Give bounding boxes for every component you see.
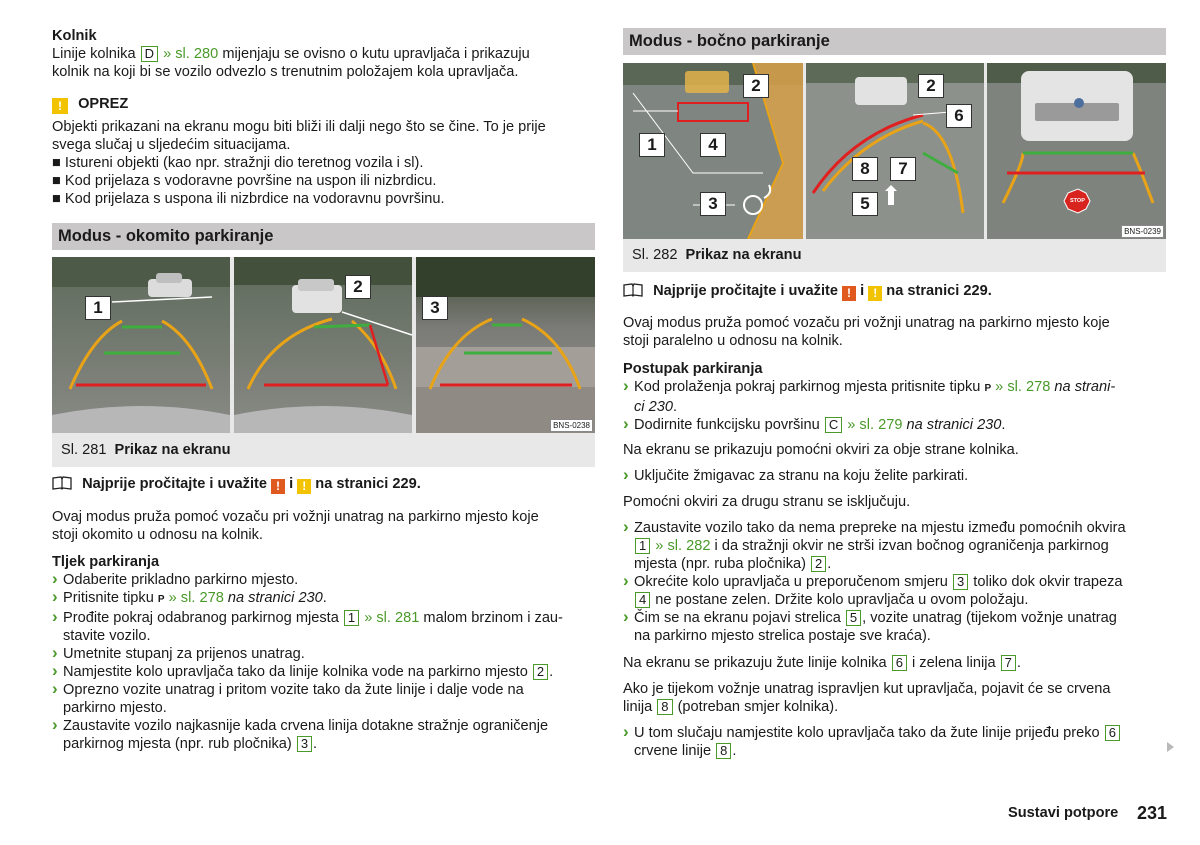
- step-7: › U tom slučaju namjestite kolo upravljača tako da žute linije prijeđu preko 6 crvene linije 8 .: [623, 724, 1174, 760]
- caution-icon: !: [297, 479, 311, 494]
- intro-paragraph: Ovaj modus pruža pomoć vozaču pri vožnji unatrag na parkirno mjesto koje stoji paralelno u odnosu na kolnik.: [623, 315, 1110, 349]
- step-3: › Prođite pokraj odabranog parkirnog mjesta 1 » sl. 281 malom brzinom i zau- stavite vozilo.: [52, 609, 597, 645]
- parking-button-icon: P: [984, 383, 992, 394]
- callout-2b: 2: [918, 74, 944, 98]
- kolnik-heading: Kolnik: [52, 28, 97, 44]
- figure-link[interactable]: » sl. 280: [163, 46, 219, 62]
- step-3: › Uključite žmigavac za stranu na koju želite parkirati.: [623, 467, 968, 485]
- callout-2a: 2: [743, 74, 769, 98]
- warning-text: Objekti prikazani na ekranu mogu biti bliži ili dalji nego što se čine. To je prije svega slučaj u sljedećim situacijama. ■ Istureni objekti (kao npr. stražnji dio teretnog vozila i sl). ■ Kod prijelaza s vodoravne površine na uspon ili nizbrdicu. ■ Kod prijelaza s uspona ili nizbrdice na vodoravnu površinu.: [52, 119, 546, 207]
- step-5: › Okrećite kolo upravljača u preporučenom smjeru 3 toliko dok okvir trapeza 4 ne postane zelen. Držite kolo upravljača u ovom položaju.: [623, 573, 1173, 609]
- callout-2: 2: [345, 275, 371, 299]
- warning-icon: !: [52, 98, 68, 114]
- callout-4: 4: [700, 133, 726, 157]
- step-5: › Namjestite kolo upravljača tako da linije kolnika vode na parkirno mjesto 2 .: [52, 663, 597, 681]
- paragraph-2: Pomoćni okviri za drugu stranu se isključuju.: [623, 494, 911, 510]
- paragraph-1: Na ekranu se prikazuju pomoćni okviri za obje strane kolnika.: [623, 442, 1019, 458]
- ref-box-d: D: [141, 46, 158, 62]
- callout-3: 3: [700, 192, 726, 216]
- step-4: › Zaustavite vozilo tako da nema prepreke na mjestu između pomoćnih okvira 1 » sl. 282 i da stražnji okvir ne strši izvan bočnog ograničenja parkirnog mjesta (npr. ruba pločnika) 2 .: [623, 519, 1173, 573]
- step-2: › Dodirnite funkcijsku površinu C » sl. 279 na stranici 230.: [623, 416, 1173, 434]
- steps-list-a: [623, 378, 1173, 434]
- step-2: › Pritisnite tipku P » sl. 278 na stranici 230.: [52, 589, 597, 609]
- danger-icon: !: [271, 479, 285, 494]
- figure-code: BNS-0238: [550, 419, 593, 432]
- figure-code: BNS-0239: [1121, 225, 1164, 238]
- step-6: › Čim se na ekranu pojavi strelica 5 , vozite unatrag (tijekom vožnje unatrag na parkirno mjesto strelica postaje sve kraća).: [623, 609, 1173, 645]
- callout-1: 1: [85, 296, 111, 320]
- danger-icon: !: [842, 286, 856, 301]
- paragraph-4: Ako je tijekom vožnje unatrag ispravljen kut upravljača, pojavit će se crvena linija 8 (potreban smjer kolnika).: [623, 681, 1111, 715]
- book-icon: [623, 283, 643, 297]
- kolnik-paragraph: Linije kolnika D » sl. 280 mijenjaju se ovisno o kutu upravljača i prikazuju kolnik na koji bi se vozilo odvezlo s trenutnim položajem kola upravljača.: [52, 46, 530, 80]
- caution-icon: !: [868, 286, 882, 301]
- callout-7: 7: [890, 157, 916, 181]
- callout-8: 8: [852, 157, 878, 181]
- steps-list: [52, 571, 597, 753]
- figure-282-caption: Sl. 282 Prikaz na ekranu: [623, 239, 1166, 272]
- steps-list-b: [623, 519, 1173, 645]
- callout-5: 5: [852, 192, 878, 216]
- read-first-note: Najprije pročitajte i uvažite ! i ! na stranici 229.: [623, 282, 992, 301]
- footer-section: Sustavi potpore: [1008, 805, 1119, 821]
- steps-heading: Tljek parkiranja: [52, 554, 160, 570]
- book-icon: [52, 476, 72, 490]
- steps-heading: Postupak parkiranja: [623, 361, 763, 377]
- page-number: 231: [1137, 803, 1168, 823]
- callout-3: 3: [422, 296, 448, 320]
- intro-paragraph: Ovaj modus pruža pomoć vozaču pri vožnji unatrag na parkirno mjesto koje stoji okomito u odnosu na kolnik.: [52, 509, 539, 543]
- section-header-parallel: Modus - bočno parkiranje: [623, 28, 1166, 55]
- step-4: › Umetnite stupanj za prijenos unatrag.: [52, 645, 597, 663]
- warning-heading: ! OPREZ: [52, 95, 128, 114]
- figure-281-caption: Sl. 281 Prikaz na ekranu: [52, 433, 595, 467]
- step-6: › Oprezno vozite unatrag i pritom vozite tako da žute linije i dalje vode na parkirno mjesto.: [52, 681, 597, 717]
- step-1: › Kod prolaženja pokraj parkirnog mjesta pritisnite tipku P » sl. 278 na strani- ci 230.: [623, 378, 1173, 416]
- step-1: › Odaberite prikladno parkirno mjesto.: [52, 571, 597, 589]
- read-first-note: Najprije pročitajte i uvažite ! i ! na stranici 229.: [52, 475, 421, 494]
- stop-sign-label: STOP: [1070, 198, 1085, 204]
- camera-view-images: [52, 257, 595, 433]
- callout-6: 6: [946, 104, 972, 128]
- callout-1: 1: [639, 133, 665, 157]
- section-header-perpendicular: Modus - okomito parkiranje: [52, 223, 595, 250]
- parking-button-icon: P: [157, 594, 165, 605]
- step-7: › Zaustavite vozilo najkasnije kada crvena linija dotakne stražnje ograničenje parkirnog mjesta (npr. rub pločnika) 3 .: [52, 717, 597, 753]
- paragraph-3: Na ekranu se prikazuju žute linije kolnika 6 i zelena linija 7 .: [623, 655, 1021, 671]
- continue-arrow-icon: [1167, 742, 1174, 752]
